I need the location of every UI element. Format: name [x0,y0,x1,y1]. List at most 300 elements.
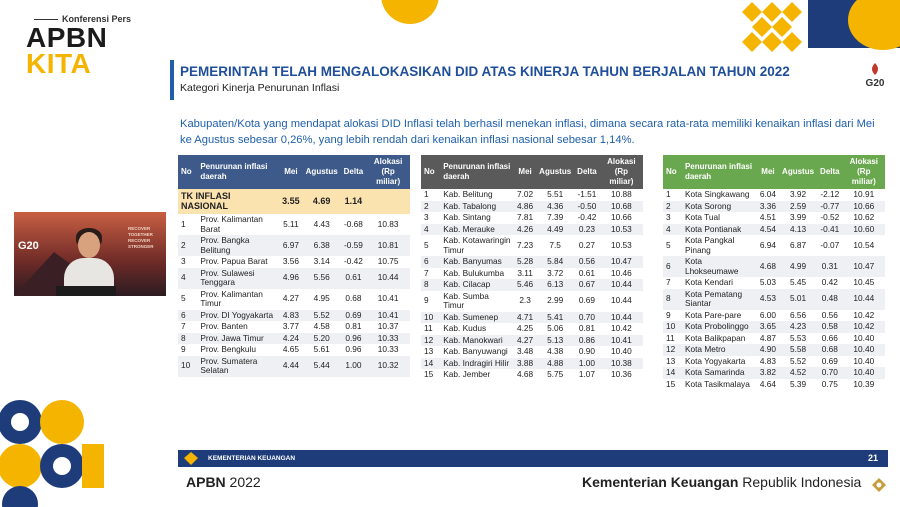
cell-daerah: Kab. Manokwari [440,335,514,347]
cell-agustus: 5.84 [536,256,574,268]
cell-delta: 0.61 [574,268,600,280]
cell-mei: 5.11 [279,214,303,235]
national-mei: 3.55 [279,189,303,214]
cell-daerah: Prov. Kalimantan Timur [197,289,279,310]
cell-alokasi: 10.45 [843,277,885,289]
cell-mei: 4.24 [279,333,303,345]
cell-no: 11 [663,333,682,345]
cell-agustus: 5.41 [536,312,574,324]
cell-no: 1 [663,189,682,201]
cell-alokasi: 10.53 [600,224,643,236]
cell-delta: 0.86 [574,335,600,347]
g20-label: G20 [865,78,885,89]
cell-alokasi: 10.40 [600,346,643,358]
cell-alokasi: 10.38 [600,358,643,370]
cell-daerah: Prov. Banten [197,321,279,333]
cell-no: 2 [663,201,682,213]
cell-daerah: Prov. Sumatera Selatan [197,356,279,377]
cell-no: 12 [663,344,682,356]
cell-alokasi: 10.40 [843,333,885,345]
cell-delta: 1.00 [341,356,367,377]
cell-delta: 0.27 [574,235,600,256]
cell-agustus: 4.52 [779,367,817,379]
cell-agustus: 4.38 [536,346,574,358]
cell-mei: 5.28 [514,256,536,268]
cell-agustus: 5.01 [779,289,817,310]
cell-daerah: Prov. Papua Barat [197,256,279,268]
table-provinsi [178,155,410,377]
cell-no: 7 [178,321,197,333]
col-daerah: Penurunan inflasi daerah [682,155,757,189]
table-row [663,277,885,289]
table-row [178,333,410,345]
cell-daerah: Prov. Bangka Belitung [197,235,279,256]
national-inflation-row [178,189,410,214]
cell-no: 14 [421,358,440,370]
cell-no: 15 [663,379,682,391]
cell-delta: 0.68 [817,344,843,356]
cell-mei: 4.25 [514,323,536,335]
table-row [178,289,410,310]
cell-daerah: Prov. Jawa Timur [197,333,279,345]
table-row [421,335,643,347]
cell-mei: 6.04 [757,189,779,201]
cell-no: 7 [421,268,440,280]
cell-no: 10 [663,321,682,333]
cell-agustus: 4.95 [303,289,341,310]
cell-daerah: Kab. Tabalong [440,201,514,213]
table-row [421,369,643,381]
table-row [421,291,643,312]
cell-mei: 3.77 [279,321,303,333]
cell-alokasi: 10.42 [600,323,643,335]
cell-daerah: Kab. Banyumas [440,256,514,268]
cell-mei: 4.27 [514,335,536,347]
cell-alokasi: 10.36 [600,369,643,381]
brand-kita: KITA [26,48,92,79]
cell-alokasi: 10.44 [600,279,643,291]
cell-agustus: 5.53 [779,333,817,345]
table-row [421,235,643,256]
cell-agustus: 5.06 [536,323,574,335]
cell-agustus: 5.58 [779,344,817,356]
table-row [663,201,885,213]
cell-daerah: Kab. Kudus [440,323,514,335]
cell-daerah: Kab. Indragiri Hilir [440,358,514,370]
col-delta: Delta [574,155,600,189]
cell-no: 5 [663,235,682,256]
table-row [663,256,885,277]
table-row [421,268,643,280]
cell-no: 5 [421,235,440,256]
cell-no: 6 [421,256,440,268]
cell-alokasi: 10.42 [843,321,885,333]
cell-alokasi: 10.81 [366,235,410,256]
cell-no: 4 [663,224,682,236]
cell-agustus: 5.44 [303,356,341,377]
col-no: No [663,155,682,189]
cell-no: 9 [663,310,682,322]
decor-diamond-pattern [742,2,802,52]
cell-daerah: Kota Probolinggo [682,321,757,333]
cell-mei: 7.81 [514,212,536,224]
col-agustus: Agustus [779,155,817,189]
kemenkeu-logo-icon [872,478,886,492]
cell-alokasi: 10.41 [366,289,410,310]
cell-daerah: Kota Pare-pare [682,310,757,322]
cell-no: 2 [421,201,440,213]
cell-no: 15 [421,369,440,381]
cell-mei: 6.00 [757,310,779,322]
table-row [421,224,643,236]
cell-agustus: 5.51 [536,189,574,201]
cell-alokasi: 10.33 [366,333,410,345]
table-header-row [663,155,885,189]
col-daerah: Penurunan inflasi daerah [440,155,514,189]
cell-agustus: 2.59 [779,201,817,213]
cell-mei: 4.53 [757,289,779,310]
kemenkeu-emblem-icon [184,452,198,465]
cell-mei: 4.44 [279,356,303,377]
cell-mei: 4.68 [514,369,536,381]
cell-daerah: Kota Singkawang [682,189,757,201]
cell-alokasi: 10.44 [843,289,885,310]
cell-daerah: Kota Tual [682,212,757,224]
cell-mei: 4.86 [514,201,536,213]
footer-ministry-label: KEMENTERIAN KEUANGAN [208,455,296,462]
cell-mei: 4.83 [757,356,779,368]
cell-agustus: 4.36 [536,201,574,213]
cell-mei: 3.65 [757,321,779,333]
cell-agustus: 4.43 [303,214,341,235]
cell-no: 5 [178,289,197,310]
cell-delta: 0.69 [817,356,843,368]
cell-daerah: Kota Kendari [682,277,757,289]
g20-logo-icon [866,62,884,76]
cell-daerah: Kab. Sintang [440,212,514,224]
cell-alokasi: 10.37 [366,321,410,333]
cell-daerah: Kab. Bulukumba [440,268,514,280]
cell-daerah: Kota Pangkal Pinang [682,235,757,256]
cell-agustus: 3.92 [779,189,817,201]
decor-yellow-circle [381,0,439,24]
table-row [663,289,885,310]
col-mei: Mei [279,155,303,189]
cell-daerah: Kab. Kotawaringin Timur [440,235,514,256]
table-kabupaten [421,155,643,381]
cell-delta: 0.90 [574,346,600,358]
cell-mei: 3.36 [757,201,779,213]
col-alokasi: Alokasi (Rp miliar) [600,155,643,189]
cell-delta: 0.42 [817,277,843,289]
cell-delta: -0.68 [341,214,367,235]
table-row [178,214,410,235]
cell-mei: 6.97 [279,235,303,256]
cell-mei: 3.11 [514,268,536,280]
video-tagline: RECOVER TOGETHER RECOVER STRONGER [128,226,154,249]
cell-daerah: Kab. Banyuwangi [440,346,514,358]
cell-no: 11 [421,323,440,335]
cell-daerah: Prov. DI Yogyakarta [197,310,279,322]
table-row [663,344,885,356]
cell-daerah: Kota Pematang Siantar [682,289,757,310]
title-accent-bar [170,60,174,100]
cell-no: 4 [421,224,440,236]
cell-daerah: Kab. Belitung [440,189,514,201]
cell-delta: 0.48 [817,289,843,310]
cell-no: 9 [421,291,440,312]
cell-daerah: Kab. Sumenep [440,312,514,324]
table-row [663,224,885,236]
cell-delta: -0.52 [817,212,843,224]
cell-daerah: Kab. Cilacap [440,279,514,291]
cell-agustus: 3.14 [303,256,341,268]
cell-no: 3 [421,212,440,224]
cell-mei: 3.88 [514,358,536,370]
cell-alokasi: 10.47 [843,256,885,277]
cell-daerah: Prov. Bengkulu [197,344,279,356]
col-no: No [421,155,440,189]
col-alokasi: Alokasi (Rp miliar) [366,155,410,189]
cell-alokasi: 10.83 [366,214,410,235]
cell-alokasi: 10.39 [843,379,885,391]
video-g20-label: G20 [18,240,39,252]
cell-mei: 7.23 [514,235,536,256]
cell-no: 9 [178,344,197,356]
cell-alokasi: 10.75 [366,256,410,268]
col-no: No [178,155,197,189]
cell-delta: -0.41 [817,224,843,236]
cell-delta: 0.96 [341,333,367,345]
table-header-row [178,155,410,189]
cell-mei: 4.27 [279,289,303,310]
cell-delta: 0.58 [817,321,843,333]
cell-alokasi: 10.91 [843,189,885,201]
cell-alokasi: 10.53 [600,235,643,256]
cell-no: 1 [178,214,197,235]
table-row [421,256,643,268]
speaker-video-feed [14,212,166,296]
cell-mei: 4.51 [757,212,779,224]
cell-agustus: 5.13 [536,335,574,347]
table-row [178,268,410,289]
cell-agustus: 6.87 [779,235,817,256]
cell-alokasi: 10.32 [366,356,410,377]
cell-delta: 0.69 [341,310,367,322]
table-row [663,333,885,345]
cell-mei: 4.90 [757,344,779,356]
summary-text: Kabupaten/Kota yang mendapat alokasi DID Inflasi telah berhasil menekan inflasi, dimana secara rata-rata memiliki kenaikan inflasi dari Mei ke Agustus sebesar 0,26%, yang lebih rendah dari kenaikan inflasi nasional sebesar 1,14%. [180,118,875,146]
cell-no: 8 [178,333,197,345]
cell-delta: 0.56 [574,256,600,268]
cell-daerah: Kota Pontianak [682,224,757,236]
cell-mei: 4.26 [514,224,536,236]
cell-daerah: Kota Tasikmalaya [682,379,757,391]
cell-agustus: 5.20 [303,333,341,345]
cell-no: 7 [663,277,682,289]
cell-delta: 0.56 [817,310,843,322]
table-row [178,310,410,322]
cell-delta: 0.70 [817,367,843,379]
page-subtitle: Kategori Kinerja Penurunan Inflasi [180,82,340,94]
cell-agustus: 5.52 [779,356,817,368]
cell-no: 8 [421,279,440,291]
cell-mei: 6.94 [757,235,779,256]
table-row [663,356,885,368]
national-label: TK INFLASI NASIONAL [178,189,279,214]
cell-alokasi: 10.66 [600,212,643,224]
cell-agustus: 4.88 [536,358,574,370]
brand-apbn: APBN [26,22,108,53]
cell-no: 4 [178,268,197,289]
cell-alokasi: 10.44 [366,268,410,289]
cell-delta: -0.59 [341,235,367,256]
table-row [421,279,643,291]
cell-delta: 0.81 [341,321,367,333]
cell-mei: 2.3 [514,291,536,312]
table-kota [663,155,885,390]
cell-no: 14 [663,367,682,379]
cell-daerah: Kota Balikpapan [682,333,757,345]
cell-alokasi: 10.88 [600,189,643,201]
cell-daerah: Kota Yogyakarta [682,356,757,368]
cell-alokasi: 10.40 [843,356,885,368]
table-row [421,312,643,324]
event-label: Konferensi Pers [62,14,132,24]
cell-mei: 3.48 [514,346,536,358]
cell-alokasi: 10.42 [843,310,885,322]
col-delta: Delta [817,155,843,189]
cell-agustus: 5.56 [303,268,341,289]
cell-agustus: 5.75 [536,369,574,381]
cell-agustus: 2.99 [536,291,574,312]
cell-no: 12 [421,335,440,347]
cell-mei: 5.03 [757,277,779,289]
cell-daerah: Kota Metro [682,344,757,356]
cell-alokasi: 10.44 [600,291,643,312]
cell-mei: 4.68 [757,256,779,277]
cell-alokasi: 10.41 [600,335,643,347]
cell-agustus: 5.39 [779,379,817,391]
decor-bottom-left-pattern [0,400,104,507]
page-number: 21 [868,453,879,463]
table-row [178,321,410,333]
cell-agustus: 4.99 [779,256,817,277]
cell-no: 10 [421,312,440,324]
cell-delta: -0.07 [817,235,843,256]
cell-agustus: 3.72 [536,268,574,280]
page-title: PEMERINTAH TELAH MENGALOKASIKAN DID ATAS KINERJA TAHUN BERJALAN TAHUN 2022 [180,64,790,79]
cell-agustus: 7.5 [536,235,574,256]
col-mei: Mei [757,155,779,189]
cell-delta: 1.07 [574,369,600,381]
cell-no: 13 [421,346,440,358]
cell-agustus: 4.13 [779,224,817,236]
cell-delta: -0.42 [574,212,600,224]
cell-mei: 4.54 [757,224,779,236]
national-delta: 1.14 [341,189,367,214]
cell-no: 3 [663,212,682,224]
cell-delta: 0.67 [574,279,600,291]
table-row [178,256,410,268]
cell-mei: 4.87 [757,333,779,345]
cell-delta: 0.23 [574,224,600,236]
col-agustus: Agustus [303,155,341,189]
cell-daerah: Prov. Sulawesi Tenggara [197,268,279,289]
table-row [663,212,885,224]
cell-mei: 3.56 [279,256,303,268]
cell-mei: 4.65 [279,344,303,356]
footer-apbn-year: APBN 2022 [186,474,261,490]
cell-daerah: Kota Samarinda [682,367,757,379]
table-row [421,346,643,358]
cell-alokasi: 10.40 [843,367,885,379]
cell-mei: 4.96 [279,268,303,289]
cell-agustus: 3.99 [779,212,817,224]
table-row [178,344,410,356]
cell-delta: 0.31 [817,256,843,277]
cell-delta: 0.96 [341,344,367,356]
cell-delta: -2.12 [817,189,843,201]
cell-delta: -0.42 [341,256,367,268]
cell-alokasi: 10.62 [843,212,885,224]
table-row [421,358,643,370]
cell-no: 1 [421,189,440,201]
table-row [663,235,885,256]
cell-delta: 0.69 [574,291,600,312]
table-row [663,379,885,391]
cell-delta: -0.50 [574,201,600,213]
col-daerah: Penurunan inflasi daerah [197,155,279,189]
cell-alokasi: 10.41 [366,310,410,322]
cell-delta: 0.81 [574,323,600,335]
cell-no: 6 [178,310,197,322]
table-row [421,189,643,201]
cell-alokasi: 10.40 [843,344,885,356]
national-agustus: 4.69 [303,189,341,214]
cell-mei: 4.83 [279,310,303,322]
table-row [663,321,885,333]
cell-alokasi: 10.33 [366,344,410,356]
col-agustus: Agustus [536,155,574,189]
cell-agustus: 5.45 [779,277,817,289]
cell-daerah: Kab. Merauke [440,224,514,236]
cell-no: 13 [663,356,682,368]
cell-alokasi: 10.47 [600,256,643,268]
table-header-row [421,155,643,189]
cell-daerah: Kota Lhokseumawe [682,256,757,277]
cell-delta: 0.66 [817,333,843,345]
col-mei: Mei [514,155,536,189]
cell-agustus: 4.49 [536,224,574,236]
laptop-icon [56,286,116,296]
cell-mei: 5.46 [514,279,536,291]
cell-delta: 0.75 [817,379,843,391]
col-alokasi: Alokasi (Rp miliar) [843,155,885,189]
cell-alokasi: 10.66 [843,201,885,213]
cell-agustus: 5.61 [303,344,341,356]
cell-agustus: 6.13 [536,279,574,291]
cell-mei: 7.02 [514,189,536,201]
cell-delta: -1.51 [574,189,600,201]
cell-mei: 3.82 [757,367,779,379]
cell-alokasi: 10.60 [843,224,885,236]
cell-delta: 0.68 [341,289,367,310]
cell-no: 2 [178,235,197,256]
cell-delta: 0.61 [341,268,367,289]
col-delta: Delta [341,155,367,189]
cell-mei: 4.64 [757,379,779,391]
